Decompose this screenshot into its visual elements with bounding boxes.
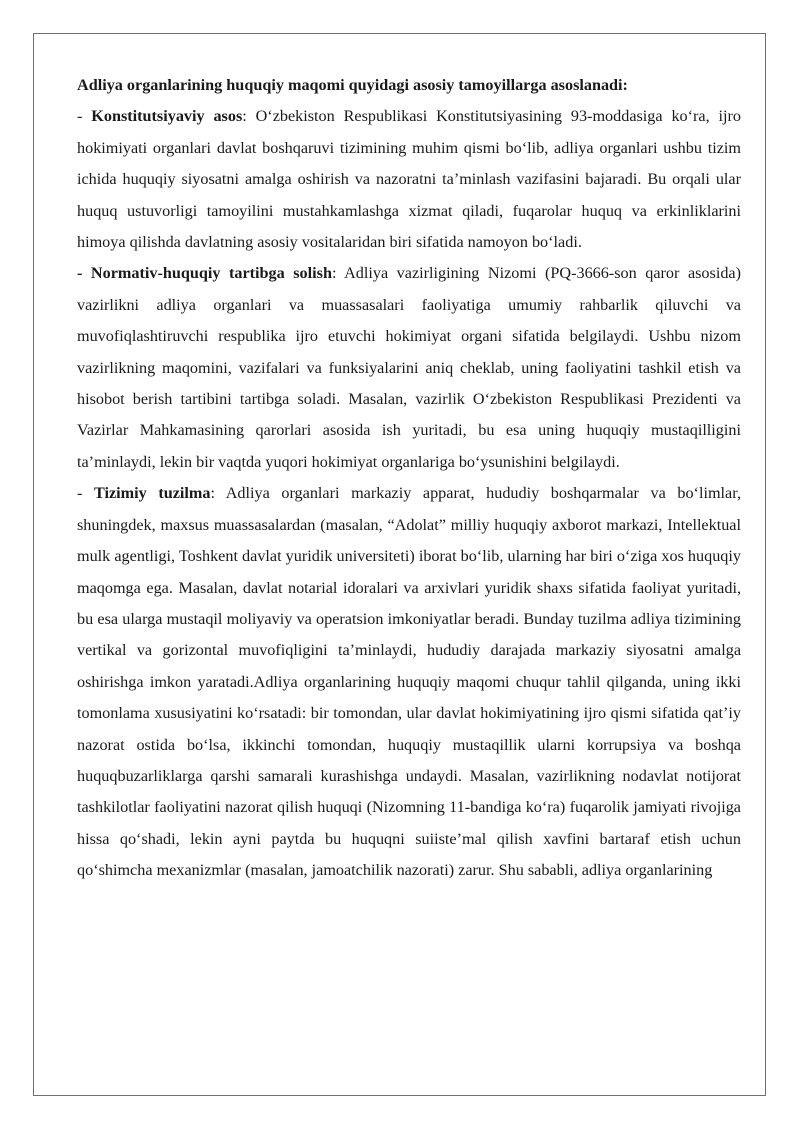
paragraph-constitutional-basis [77,101,741,258]
list-dash: - [77,484,94,503]
term-normative-regulation: Normativ-huquqiy tartibga solish [90,264,332,283]
paragraph-normative-regulation [77,258,741,478]
paragraph-systemic-structure [77,478,741,886]
term-systemic-structure: Tizimiy tuzilma [93,484,211,503]
document-heading: Adliya organlarining huquqiy maqomi quyidagi asosiy tamoyillarga asoslanadi: [77,76,628,94]
document-body [77,70,741,887]
paragraph-body: : O‘zbekiston Respublikasi Konstitutsiyasining 93-moddasiga ko‘ra, ijro hokimiyati organlari davlat boshqaruvi tizimining muhim qismi bo‘lib, adliya organlari ushbu tizim ichida huquqiy siyosatni amalga oshirish va nazoratni ta’minlash vazifasini bajaradi. Bu orqali ular huquq ustuvorligi tamoyilini mustahkamlashga xizmat qiladi, fuqarolar huquq va erkinliklarini himoya qilishda davlatning asosiy vositalaridan biri sifatida namoyon bo‘ladi. [77,107,741,252]
paragraph-body: : Adliya organlari markaziy apparat, hududiy boshqarmalar va bo‘limlar, shuningdek, maxsus muassasalardan (masalan, “Adolat” milliy huquqiy axborot markazi, Intellektual mulk agentligi, Toshkent davlat yuridik universiteti) iborat bo‘lib, ularning har biri o‘ziga xos huquqiy maqomga ega. Masalan, davlat notarial idoralari va arxivlari yuridik shaxs sifatida faoliyat yuritadi, bu esa ularga mustaqil moliyaviy va operatsion imkoniyatlar beradi. Bunday tuzilma adliya tizimining vertikal va gorizontal muvofiqligini ta’minlaydi, hududiy darajada markaziy siyosatni amalga oshirishga imkon yaratadi.Adliya organlarining huquqiy maqomi chuqur tahlil qilganda, uning ikki tomonlama xususiyatini ko‘rsatadi: bir tomondan, ular davlat hokimiyatining ijro qismi sifatida qat’iy nazorat ostida bo‘lsa, ikkinchi tomondan, huquqiy mustaqillik ularni korrupsiya va boshqa huquqbuzarliklarga qarshi samarali kurashishga undaydi. Masalan, vazirlikning nodavlat notijorat tashkilotlar faoliyatini nazorat qilish huquqi (Nizomning 11-bandiga ko‘ra) fuqarolik jamiyati rivojiga hissa qo‘shadi, lekin ayni paytda bu huquqni suiiste’mal qilish xavfini bartaraf etish uchun qo‘shimcha mexanizmlar (masalan, jamoatchilik nazorati) zarur. Shu sababli, adliya organlarining [77,484,742,880]
term-constitutional-basis: Konstitutsiyaviy asos [91,107,243,126]
term-normative-regulation-prefix: - [77,264,91,283]
paragraph-body: : Adliya vazirligining Nizomi (PQ-3666-son qaror asosida) vazirlikni adliya organlari va muassasalari faoliyatiga umumiy rahbarlik qiluvchi va muvofiqlashtiruvchi respublika ijro etuvchi hokimiyat organi sifatida belgilaydi. Ushbu nizom vazirlikning maqomini, vazifalari va funksiyalarini aniq cheklab, uning faoliyatini tashkil etish va hisobot berish tartibini tartibga soladi. Masalan, vazirlik O‘zbekiston Respublikasi Prezidenti va Vazirlar Mahkamasining qarorlari asosida ish yuritadi, bu esa uning huquqiy mustaqilligini ta’minlaydi, lekin bir vaqtda yuqori hokimiyat organlariga bo‘ysunishini belgilaydi. [77,264,741,471]
list-dash: - [77,107,92,126]
